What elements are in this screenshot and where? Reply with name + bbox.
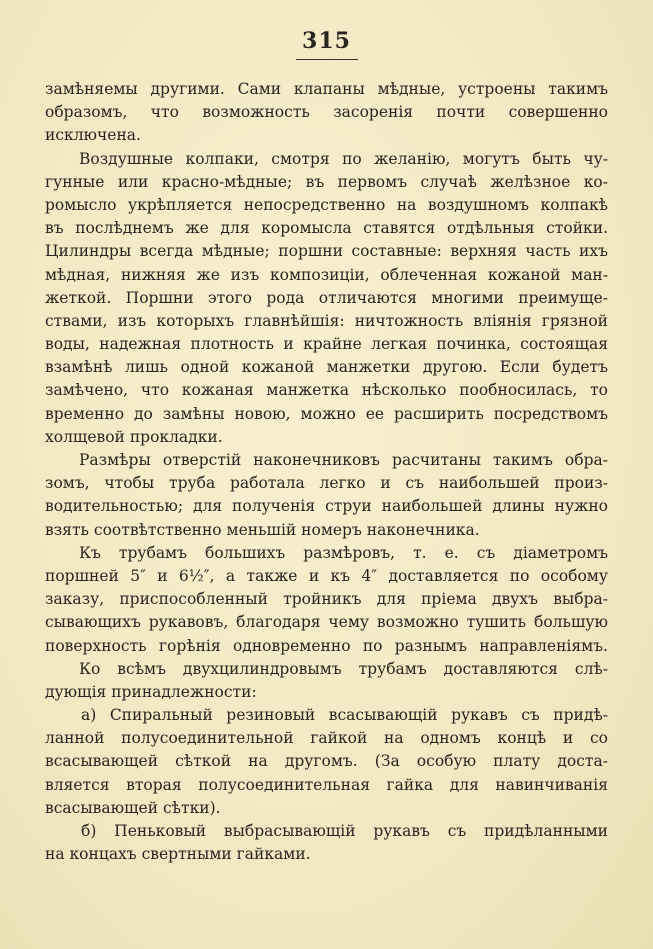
text-line: зомъ, чтобы труба работала легко и съ наибольшей произ- — [45, 474, 608, 493]
text-line: а) Спиральный резиновый всасывающій рукавъ съ придѣ- — [81, 706, 608, 725]
text-line: Къ трубамъ большихъ размѣровъ, т. е. съ діаметромъ — [79, 543, 608, 562]
text-line: поверхность горѣнія одновременно по разнымъ направленіямъ. — [45, 636, 608, 655]
text-line: сывающихъ рукавовъ, благодаря чему возможно тушить большую — [45, 613, 608, 632]
text-line: ромысло укрѣпляется непосредственно на воздушномъ колпакѣ — [45, 195, 608, 214]
text-line: Размѣры отверстій наконечниковъ расчитаны такимъ обра- — [79, 451, 608, 469]
text-line: ланной полусоединительной гайкой на одномъ концѣ и со — [45, 729, 608, 748]
text-line: холщевой прокладки. — [45, 427, 223, 446]
text-line: мѣдная, нижняя же изъ композиціи, облеченная кожаной ман- — [45, 265, 608, 284]
header-rule — [296, 59, 358, 60]
text-line: поршней 5″ и 6½″, а также и къ 4″ доставляется по особому — [45, 566, 608, 585]
text-line: ствами, изъ которыхъ главнѣйшія: ничтожность вліянія грязной — [45, 311, 608, 330]
text-line: исключена. — [45, 126, 141, 145]
page-number: 315 — [302, 28, 351, 54]
text-line: замѣчено, что кожаная манжетка нѣсколько пообносилась, то — [45, 381, 608, 400]
text-line: воды, надежная плотность и крайне легкая починка, состоящая — [45, 335, 608, 354]
text-line: гунные или красно-мѣдные; въ первомъ случаѣ желѣзное ко- — [45, 172, 608, 191]
text-line: Цилиндры всегда мѣдные; поршни составные: верхняя часть ихъ — [45, 242, 608, 261]
text-line: замѣняемы другими. Сами клапаны мѣдные, устроены такимъ — [45, 80, 608, 98]
text-line: на концахъ свертными гайками. — [45, 845, 311, 864]
text-line: жеткой. Поршни этого рода отличаются многими преимуще- — [45, 288, 608, 307]
text-line: вляется вторая полусоединительная гайка для навинчиванія — [45, 775, 608, 794]
text-line: б) Пеньковый выбрасывающій рукавъ съ придѣланными — [81, 822, 608, 840]
text-line: образомъ, что возможность засоренія почти совершенно — [45, 103, 608, 122]
text-line: взять соотвѣтственно меньшій номеръ наконечника. — [45, 520, 480, 539]
text-line: взамѣнѣ лишь одной кожаной манжетки другою. Если будетъ — [45, 358, 608, 377]
body-text — [45, 78, 608, 866]
text-line: Ко всѣмъ двухцилиндровымъ трубамъ доставляются слѣ- — [79, 659, 608, 678]
text-line: заказу, приспособленный тройникъ для пріема двухъ выбра- — [45, 590, 608, 609]
text-line: водительностью; для полученія струи наибольшей длины нужно — [45, 497, 608, 516]
text-line: всасывающей сѣткой на другомъ. (За особую плату доста- — [45, 752, 608, 771]
text-line: всасывающей сѣтки). — [45, 798, 221, 817]
text-line: Воздушные колпаки, смотря по желанію, могутъ быть чу- — [79, 149, 608, 168]
text-line: въ послѣднемъ же для коромысла ставятся отдѣльныя стойки. — [45, 219, 608, 238]
text-line: временно до замѣны новою, можно ее расширить посредствомъ — [45, 404, 608, 423]
text-line: дующія принадлежности: — [45, 682, 257, 701]
